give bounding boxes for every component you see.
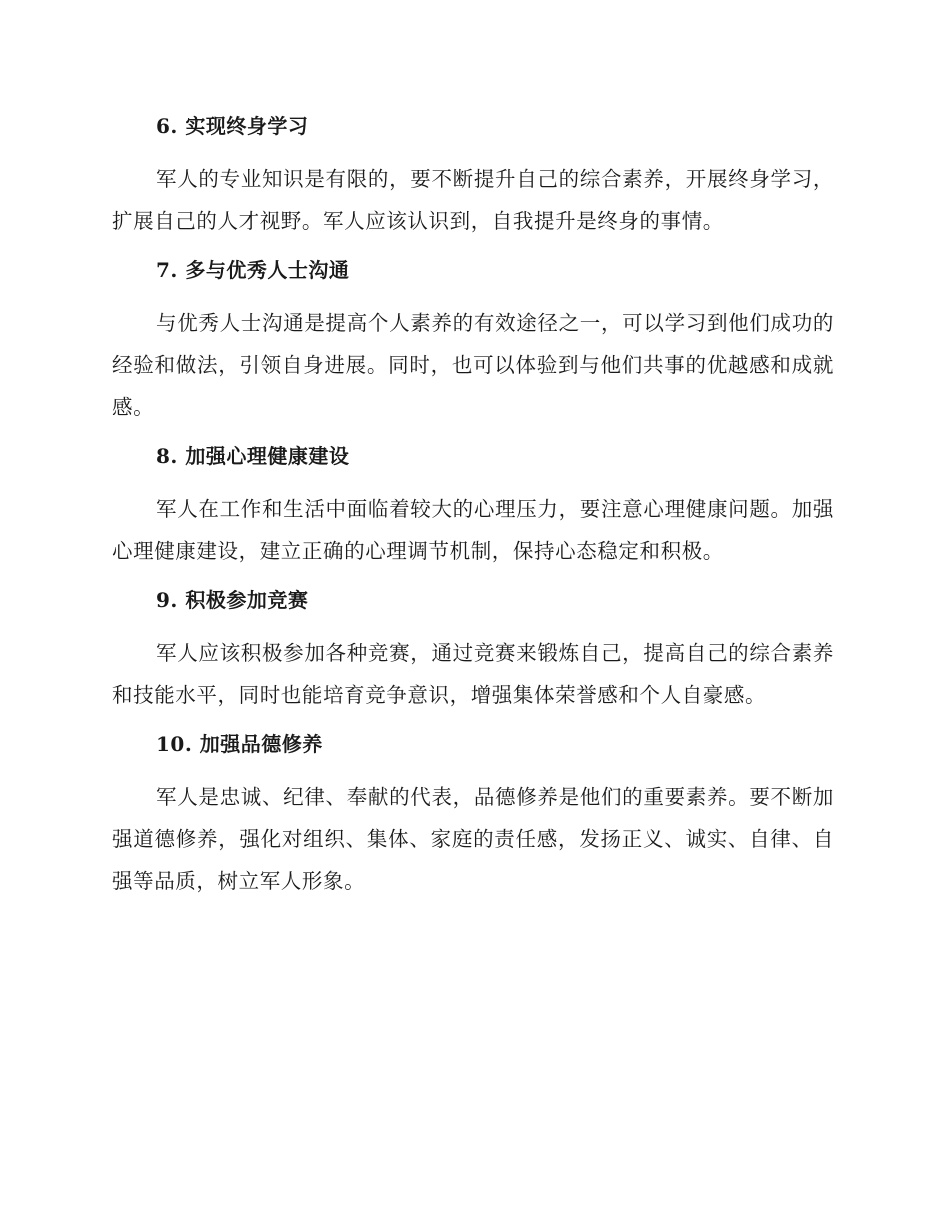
section-body: 军人的专业知识是有限的，要不断提升自己的综合素养，开展终身学习，扩展自己的人才视野。军人应该认识到，自我提升是终身的事情。 (112, 167, 834, 233)
section-9 (112, 582, 834, 716)
section-body: 军人是忠诚、纪律、奉献的代表，品德修养是他们的重要素养。要不断加强道德修养，强化对组织、集体、家庭的责任感，发扬正义、诚实、自律、自强等品质，树立军人形象。 (112, 785, 834, 893)
document-page (112, 108, 834, 912)
section-heading: 7. 多与优秀人士沟通 (156, 258, 350, 282)
section-body: 军人应该积极参加各种竞赛，通过竞赛来锻炼自己，提高自己的综合素养和技能水平，同时也能培育竞争意识，增强集体荣誉感和个人自豪感。 (112, 641, 834, 707)
section-heading: 9. 积极参加竞赛 (156, 588, 309, 612)
section-body: 与优秀人士沟通是提高个人素养的有效途径之一，可以学习到他们成功的经验和做法，引领自身进展。同时，也可以体验到与他们共事的优越感和成就感。 (112, 311, 834, 419)
section-heading: 10. 加强品德修养 (156, 732, 323, 756)
section-body: 军人在工作和生活中面临着较大的心理压力，要注意心理健康问题。加强心理健康建设，建立正确的心理调节机制，保持心态稳定和积极。 (112, 497, 834, 563)
section-6 (112, 108, 834, 242)
section-10 (112, 726, 834, 902)
section-heading: 8. 加强心理健康建设 (156, 444, 350, 468)
section-heading: 6. 实现终身学习 (156, 114, 309, 138)
section-8 (112, 438, 834, 572)
section-7 (112, 252, 834, 428)
